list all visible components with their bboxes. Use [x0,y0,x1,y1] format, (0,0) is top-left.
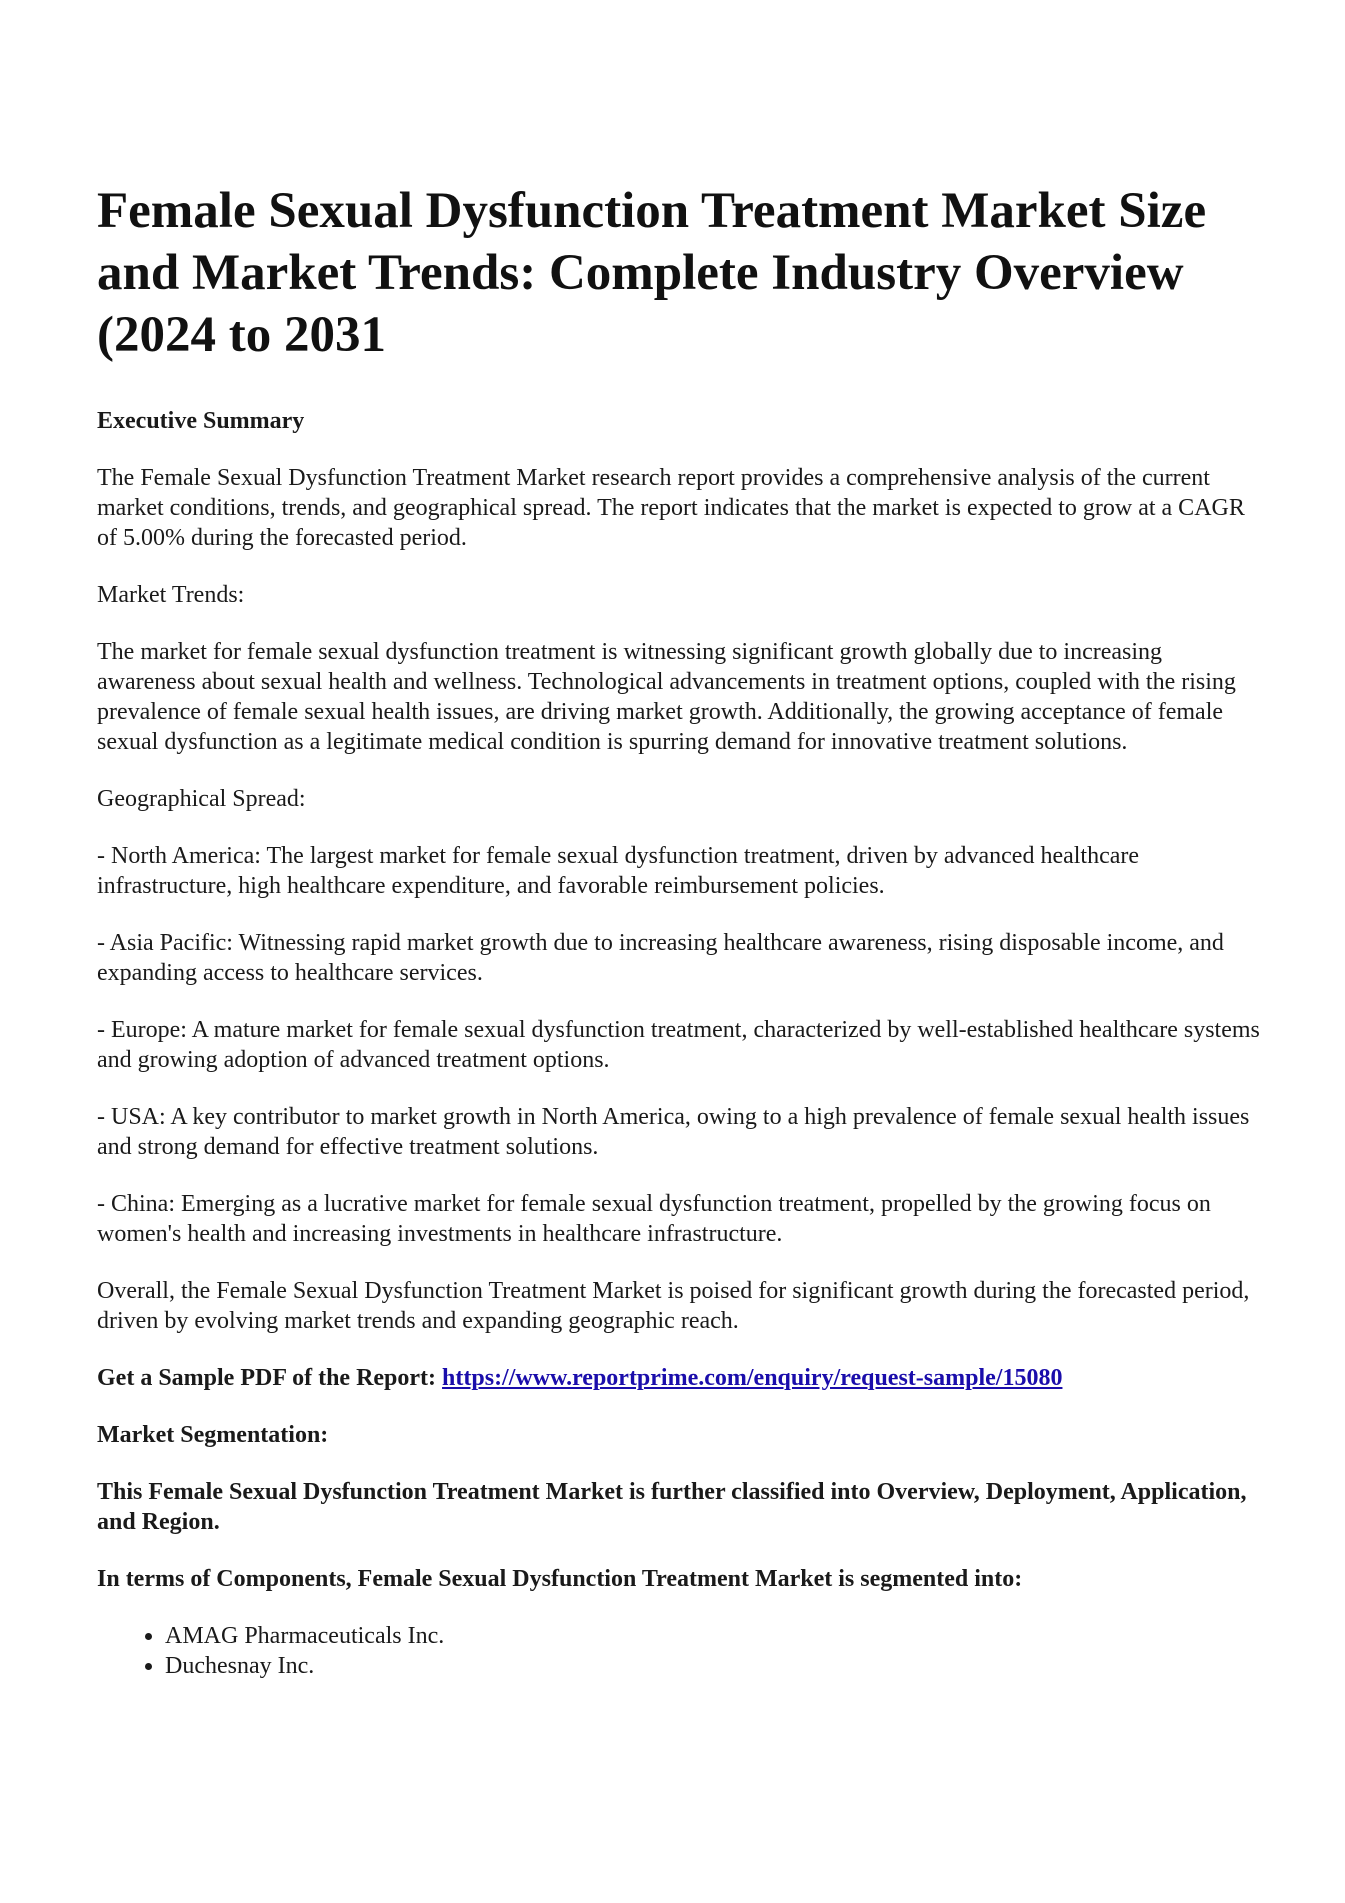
market-trends-heading: Market Trends: [97,582,245,608]
page-title: Female Sexual Dysfunction Treatment Market Size and Market Trends: Complete Industry Overview (2024 to 2031 [97,183,1207,363]
overall-summary: Overall, the Female Sexual Dysfunction Treatment Market is poised for significant growth during the forecasted period, driven by evolving market trends and expanding geographic reach. [97,1278,1250,1334]
executive-summary-heading: Executive Summary [97,408,305,434]
segmentation-heading: Market Segmentation: [97,1422,329,1448]
components-heading: In terms of Components, Female Sexual Dysfunction Treatment Market is segmented into: [97,1566,1023,1592]
sample-pdf-label: Get a Sample PDF of the Report: [97,1365,443,1391]
list-item: • Duchesnay Inc. [165,1651,1265,1681]
region-usa: - USA: A key contributor to market growth in North America, owing to a high prevalence of female sexual health issues and strong demand for effective treatment solutions. [97,1104,1250,1160]
region-asia-pacific: - Asia Pacific: Witnessing rapid market growth due to increasing healthcare awareness, rising disposable income, and expanding access to healthcare services. [97,930,1224,986]
sample-pdf-line [97,1363,1265,1393]
components-list [97,1621,1265,1681]
region-north-america: - North America: The largest market for female sexual dysfunction treatment, driven by advanced healthcare infrastructure, high healthcare expenditure, and favorable reimbursement policies. [97,843,1140,899]
market-trends-body: The market for female sexual dysfunction treatment is witnessing significant growth globally due to increasing awareness about sexual health and wellness. Technological advancements in treatment options, coupled with the rising prevalence of female sexual health issues, are driving market growth. Additionally, the growing acceptance of female sexual dysfunction as a legitimate medical condition is spurring demand for innovative treatment solutions. [97,639,1236,755]
region-europe: - Europe: A mature market for female sexual dysfunction treatment, characterized by well-established healthcare systems and growing adoption of advanced treatment options. [97,1017,1260,1073]
segmentation-classification: This Female Sexual Dysfunction Treatment Market is further classified into Overview, Deployment, Application, and Region. [97,1479,1247,1535]
region-china: - China: Emerging as a lucrative market for female sexual dysfunction treatment, propelled by the growing focus on women's health and increasing investments in healthcare infrastructure. [97,1191,1211,1247]
list-item: • AMAG Pharmaceuticals Inc. [165,1621,1265,1651]
geographical-spread-heading: Geographical Spread: [97,786,306,812]
sample-pdf-link[interactable]: https://www.reportprime.com/enquiry/request-sample/15080 [442,1365,1063,1391]
executive-summary-body: The Female Sexual Dysfunction Treatment Market research report provides a comprehensive analysis of the current market conditions, trends, and geographical spread. The report indicates that the market is expected to grow at a CAGR of 5.00% during the forecasted period. [97,465,1245,551]
